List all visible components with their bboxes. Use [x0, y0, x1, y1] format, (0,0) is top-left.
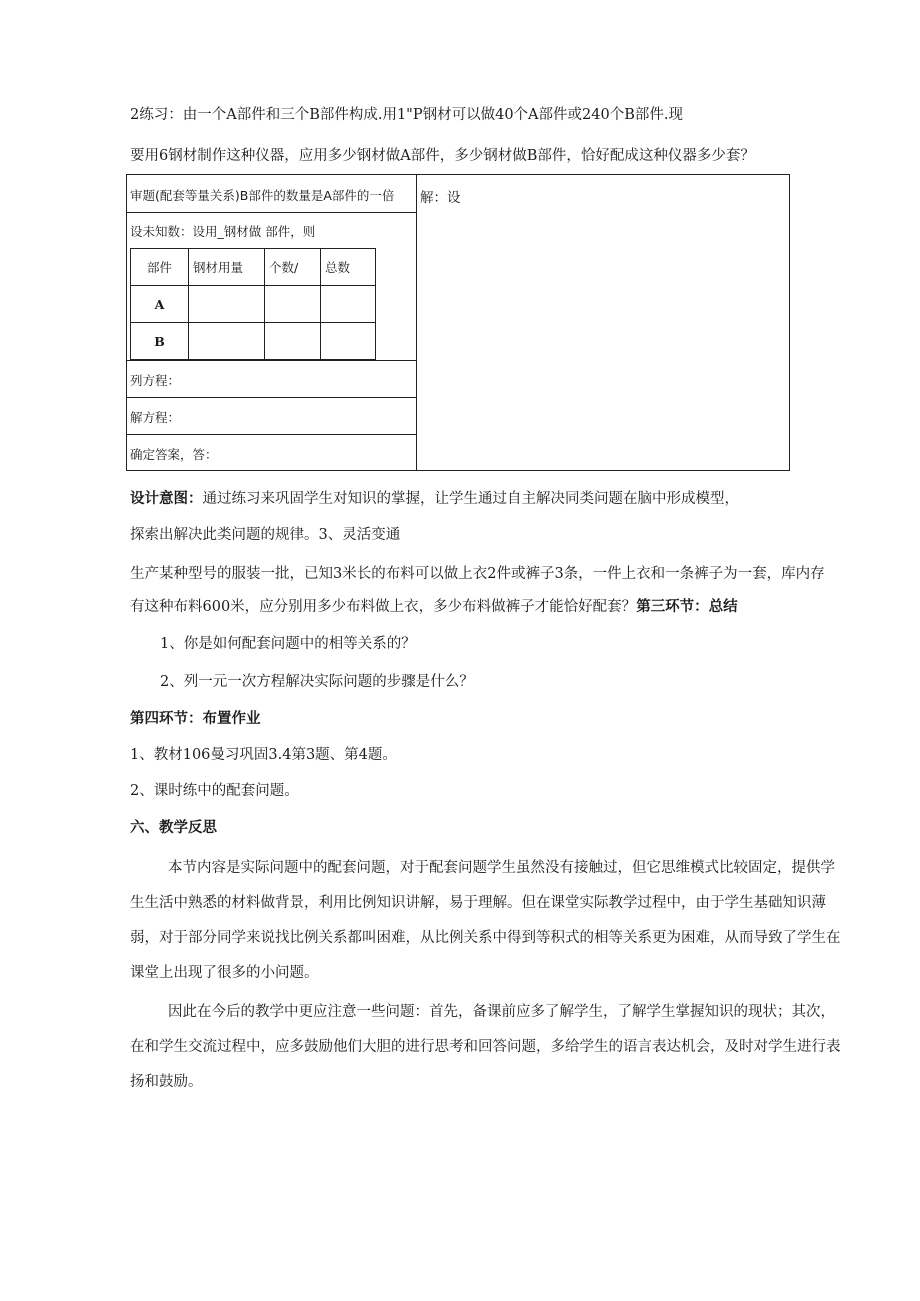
- reflection-p1-line-2: 生生活中熟悉的材料做背景，利用比例知识讲解，易于理解。但在课堂实际教学过程中，由于学生基础知识薄: [130, 895, 826, 911]
- blank-cell: [189, 286, 265, 323]
- header-steel: 钢材用量: [189, 249, 265, 286]
- exercise-line-2: 要用6钢材制作这种仪器，应用多少钢材做A部件，多少钢材做B部件，恰好配成这种仪器多少套？: [130, 148, 755, 164]
- reflection-p1-line-4: 课堂上出现了很多的小问题。: [130, 965, 319, 981]
- section-4-title: 第四环节：布置作业: [130, 711, 261, 727]
- row-label-a: A: [131, 286, 189, 323]
- homework-item-2: 2、课时练中的配套问题。: [130, 783, 299, 799]
- reflection-p2-line-3: 扬和鼓励。: [130, 1074, 203, 1090]
- blank-cell: [321, 323, 376, 360]
- answer-cell: 确定答案，答：: [130, 447, 218, 462]
- blank-cell: [189, 323, 265, 360]
- table-row: [131, 323, 376, 360]
- table-row: [131, 286, 376, 323]
- reflection-p1-line-1: 本节内容是实际问题中的配套问题，对于配套问题学生虽然没有接触过，但它思维模式比较固定，提供学: [168, 860, 835, 876]
- blank-cell: [321, 286, 376, 323]
- parts-table: [130, 248, 376, 360]
- section-3-title: 第三环节：总结: [636, 599, 738, 615]
- row-label-b: B: [131, 323, 189, 360]
- problem-line-1: 生产某种型号的服装一批，已知3米长的布料可以做上衣2件或裤子3条，一件上衣和一条裤子为一套，库内存: [130, 566, 825, 582]
- unknown-cell: 设未知数：设用_钢材做 部件，则: [130, 224, 316, 239]
- problem-text: 有这种布料600米，应分别用多少布料做上衣，多少布料做裤子才能恰好配套？: [130, 599, 637, 615]
- table-divider: [416, 174, 417, 471]
- reflection-title: 六、教学反思: [130, 820, 217, 836]
- equation-cell: 列方程：: [130, 373, 181, 388]
- row-divider: [126, 360, 417, 361]
- summary-question-2: 2、列一元一次方程解决实际问题的步骤是什么？: [160, 674, 474, 690]
- header-total: 总数: [321, 249, 376, 286]
- table-header-row: [131, 249, 376, 286]
- design-intent: [130, 487, 739, 508]
- header-part: 部件: [131, 249, 189, 286]
- reflection-p2-line-2: 在和学生交流过程中，应多鼓励他们大胆的进行思考和回答问题，多给学生的语言表达机会，及时对学生进行表: [130, 1039, 841, 1055]
- blank-cell: [265, 323, 321, 360]
- reflection-p1-line-3: 弱，对于部分同学来说找比例关系都叫困难，从比例关系中得到等积式的相等关系更为困难，从而导致了学生在: [130, 930, 841, 946]
- header-count: 个数/: [265, 249, 321, 286]
- reflection-p2-line-1: 因此在今后的教学中更应注意一些问题：首先，备课前应多了解学生，了解学生掌握知识的现状；其次，: [168, 1004, 835, 1020]
- solve-cell: 解方程：: [130, 410, 181, 425]
- row-divider: [126, 212, 417, 213]
- summary-question-1: 1、你是如何配套问题中的相等关系的？: [160, 636, 416, 652]
- row-divider: [126, 434, 417, 435]
- design-label: 设计意图：: [130, 491, 203, 507]
- exercise-line-1: 2练习：由一个A部件和三个B部件构成.用1"P钢材可以做40个A部件或240个B部件.现: [130, 107, 683, 123]
- design-text: 通过练习来巩固学生对知识的掌握，让学生通过自主解决同类问题在脑中形成模型，: [202, 491, 739, 507]
- homework-item-1: 1、教材106曼习巩固3.4第3题、第4题。: [130, 747, 397, 763]
- blank-cell: [265, 286, 321, 323]
- problem-line-2: [130, 595, 738, 616]
- design-text-2: 探索出解决此类问题的规律。3、灵活变通: [130, 527, 401, 543]
- row-divider: [126, 397, 417, 398]
- solution-cell: 解：设: [420, 190, 461, 206]
- audit-cell: 审题(配套等量关系)B部件的数量是A部件的一倍: [130, 188, 395, 203]
